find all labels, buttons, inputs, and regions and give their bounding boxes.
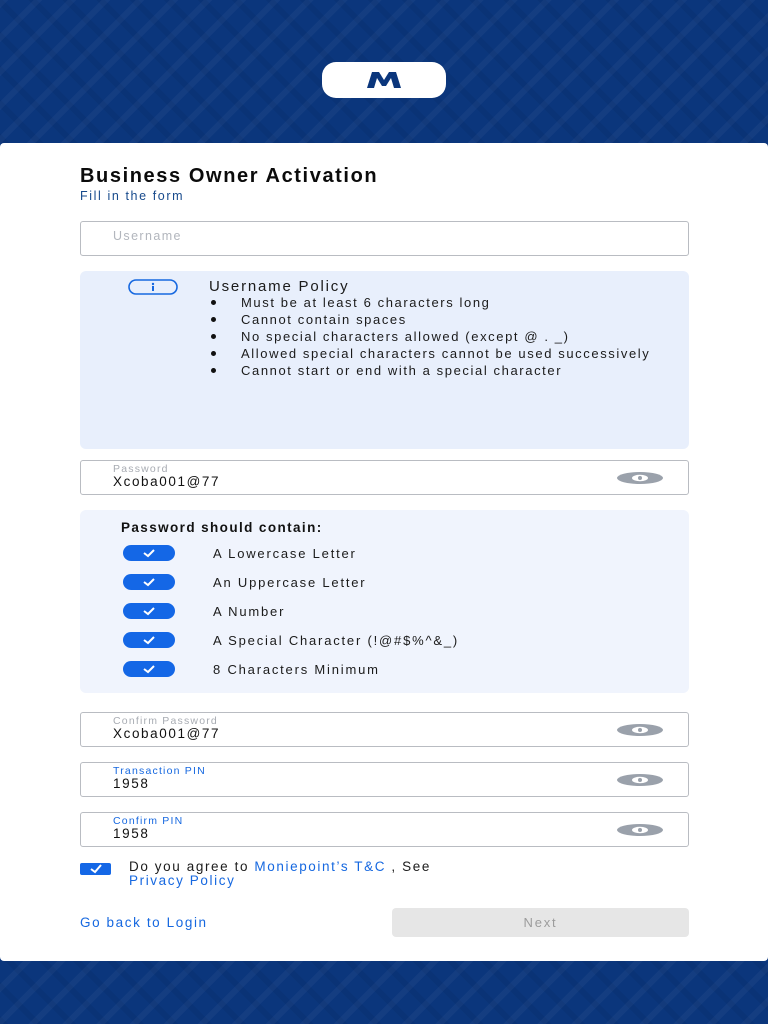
activation-card xyxy=(0,143,768,961)
transaction-pin-value: 1958 xyxy=(113,776,150,791)
password-requirements-box xyxy=(80,510,689,693)
requirement-label: A Special Character (!@#$%^&_) xyxy=(213,633,459,648)
privacy-policy-link[interactable]: Privacy Policy xyxy=(129,873,236,888)
confirm-pin-label: Confirm PIN xyxy=(113,815,184,827)
username-input[interactable] xyxy=(80,221,689,256)
password-requirements-title: Password should contain: xyxy=(121,520,323,535)
policy-rule: No special characters allowed (except @ . _) xyxy=(209,330,659,343)
requirement-label: 8 Characters Minimum xyxy=(213,662,380,677)
terms-checkbox[interactable] xyxy=(80,863,111,875)
requirement-item xyxy=(123,545,663,563)
page-title: Business Owner Activation xyxy=(80,165,379,187)
eye-icon[interactable] xyxy=(616,471,664,485)
check-icon xyxy=(123,661,175,677)
info-icon xyxy=(128,279,178,295)
tc-link[interactable]: Moniepoint’s T&C xyxy=(254,859,387,874)
terms-text xyxy=(129,860,679,888)
username-policy-title: Username Policy xyxy=(209,278,350,295)
requirement-label: A Lowercase Letter xyxy=(213,546,357,561)
policy-rule: Cannot contain spaces xyxy=(209,313,659,326)
username-policy-box xyxy=(80,271,689,449)
requirement-item xyxy=(123,661,663,679)
terms-prefix: Do you agree to xyxy=(129,859,255,874)
eye-icon[interactable] xyxy=(616,773,664,787)
requirement-label: An Uppercase Letter xyxy=(213,575,367,590)
confirm-password-field[interactable] xyxy=(80,712,689,747)
transaction-pin-field[interactable] xyxy=(80,762,689,797)
checkmark-icon xyxy=(90,864,102,874)
policy-rule: Cannot start or end with a special character xyxy=(209,364,659,377)
check-icon xyxy=(123,545,175,561)
username-policy-list xyxy=(209,296,659,381)
moniepoint-logo xyxy=(322,62,446,98)
username-placeholder: Username xyxy=(113,229,182,243)
confirm-pin-field[interactable] xyxy=(80,812,689,847)
requirement-item xyxy=(123,574,663,592)
terms-middle: , See xyxy=(386,859,431,874)
requirement-label: A Number xyxy=(213,604,286,619)
terms-agreement xyxy=(80,860,680,894)
requirement-item xyxy=(123,632,663,650)
eye-icon[interactable] xyxy=(616,823,664,837)
page-subtitle: Fill in the form xyxy=(80,189,185,203)
back-to-login-link[interactable]: Go back to Login xyxy=(80,915,208,930)
confirm-password-label: Confirm Password xyxy=(113,715,218,727)
transaction-pin-label: Transaction PIN xyxy=(113,765,206,777)
policy-rule: Allowed special characters cannot be used successively xyxy=(209,347,659,360)
check-icon xyxy=(123,632,175,648)
password-value: Xcoba001@77 xyxy=(113,474,221,489)
eye-icon[interactable] xyxy=(616,723,664,737)
policy-rule: Must be at least 6 characters long xyxy=(209,296,659,309)
password-label: Password xyxy=(113,463,169,475)
password-field[interactable] xyxy=(80,460,689,495)
next-button[interactable]: Next xyxy=(392,908,689,937)
confirm-pin-value: 1958 xyxy=(113,826,150,841)
confirm-password-value: Xcoba001@77 xyxy=(113,726,221,741)
logo-m-icon xyxy=(364,70,404,90)
check-icon xyxy=(123,574,175,590)
check-icon xyxy=(123,603,175,619)
requirement-item xyxy=(123,603,663,621)
